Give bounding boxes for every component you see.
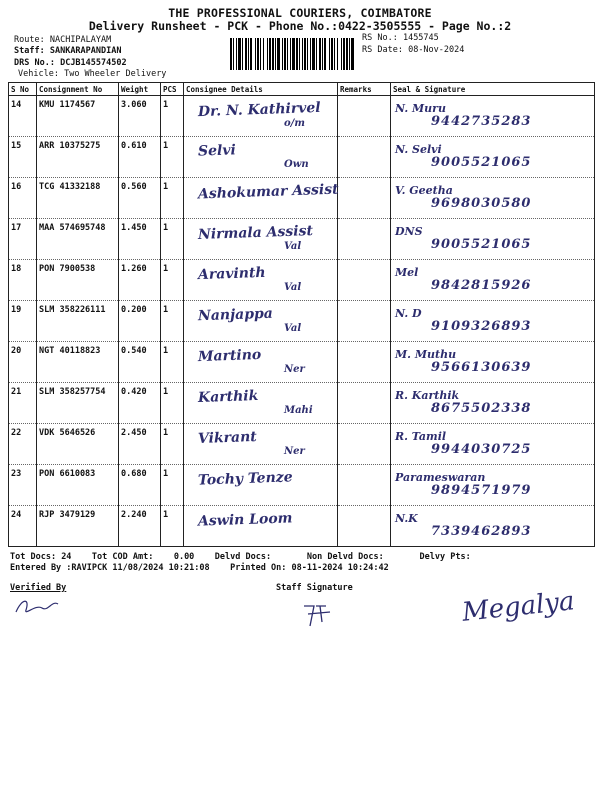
barcode-bar [242, 38, 243, 70]
col-header-weight: Weight [119, 83, 161, 96]
cell-consignment: SLM 358226111 [37, 301, 119, 342]
tot-docs-value: 24 [61, 552, 72, 562]
cell-seal-signature [391, 219, 595, 260]
receiver-signature: R. Tamil [395, 430, 447, 443]
cell-consignee [184, 424, 338, 465]
cell-seal-signature [391, 137, 595, 178]
consignee-name: Nanjappa [197, 305, 274, 325]
table-header-row [9, 83, 595, 96]
table-row [9, 137, 595, 178]
rs-no-line: RS No.: 1455745 [362, 33, 439, 43]
barcode-bar [263, 38, 264, 70]
barcode-bar [292, 38, 295, 70]
cell-weight: 0.540 [119, 342, 161, 383]
cell-consignment: NGT 40118823 [37, 342, 119, 383]
barcode-bar [299, 38, 300, 70]
cell-seal-signature [391, 260, 595, 301]
staff-signature-label: Staff Signature [276, 583, 353, 593]
barcode-bar [319, 38, 321, 70]
cell-consignee [184, 301, 338, 342]
barcode-bar [287, 38, 288, 70]
cell-remarks [338, 219, 391, 260]
cell-consignment: ARR 10375275 [37, 137, 119, 178]
staff-value: SANKARAPANDIAN [49, 46, 122, 56]
cell-seal-signature [391, 506, 595, 547]
cell-consignee [184, 342, 338, 383]
company-title: THE PROFESSIONAL COURIERS, COIMBATORE [168, 6, 432, 20]
barcode-bar [255, 38, 256, 70]
verified-by-label: Verified By [10, 583, 67, 593]
table-row [9, 342, 595, 383]
col-header-seal: Seal & Signature [391, 83, 595, 96]
receiver-phone: 9442735283 [431, 114, 532, 129]
cell-remarks [338, 424, 391, 465]
cell-pcs: 1 [161, 178, 184, 219]
cell-pcs: 1 [161, 137, 184, 178]
cell-seal-signature [391, 424, 595, 465]
receiver-phone: 9894571979 [431, 483, 532, 498]
cell-sno: 24 [9, 506, 37, 547]
cell-seal-signature [391, 178, 595, 219]
right-signature: Megalya [460, 586, 576, 628]
cell-weight: 0.680 [119, 465, 161, 506]
barcode-bar [346, 38, 348, 70]
table-row [9, 465, 595, 506]
cell-weight: 0.560 [119, 178, 161, 219]
cell-consignment: PON 7900538 [37, 260, 119, 301]
barcode-bar [248, 38, 249, 70]
cell-weight: 0.200 [119, 301, 161, 342]
barcode-bar [349, 38, 350, 70]
cell-consignee [184, 260, 338, 301]
table-row [9, 96, 595, 137]
barcode-bar [233, 38, 234, 70]
cell-sno: 19 [9, 301, 37, 342]
receiver-signature: V. Geetha [395, 184, 453, 197]
cell-sno: 18 [9, 260, 37, 301]
barcode-bar [312, 38, 315, 70]
col-header-remarks: Remarks [338, 83, 391, 96]
table-row [9, 506, 595, 547]
cell-consignment: SLM 358257754 [37, 383, 119, 424]
footer-entered [10, 563, 389, 573]
cell-weight: 1.260 [119, 260, 161, 301]
cell-pcs: 1 [161, 96, 184, 137]
barcode-bar [272, 38, 274, 70]
consignee-name: Tochy Tenze [197, 469, 293, 489]
barcode-bar [250, 38, 252, 70]
barcode-bar [322, 38, 323, 70]
verified-signature-mark [12, 590, 72, 620]
cell-sno: 16 [9, 178, 37, 219]
cell-weight: 0.420 [119, 383, 161, 424]
receiver-phone: 9944030725 [431, 442, 532, 457]
barcode-bar [316, 38, 317, 70]
cell-remarks [338, 96, 391, 137]
receiver-phone: 7339462893 [431, 524, 532, 539]
barcode-bar [296, 38, 298, 70]
cell-consignee [184, 506, 338, 547]
cell-pcs: 1 [161, 383, 184, 424]
receiver-signature: M. Muthu [395, 348, 457, 361]
cell-consignee [184, 96, 338, 137]
barcode-bar [304, 38, 306, 70]
vehicle-value: Two Wheeler Delivery [64, 69, 167, 79]
receiver-phone: 9005521065 [431, 155, 532, 170]
cell-pcs: 1 [161, 260, 184, 301]
consignee-relation: Own [284, 159, 309, 170]
cell-seal-signature [391, 342, 595, 383]
cell-consignment: RJP 3479129 [37, 506, 119, 547]
consignee-name: Aravinth [197, 264, 266, 284]
route-value: NACHIPALAYAM [49, 35, 112, 45]
barcode-bar [324, 38, 326, 70]
barcode-bar [343, 38, 345, 70]
receiver-signature: R. Karthik [395, 389, 460, 402]
cell-sno: 20 [9, 342, 37, 383]
cell-remarks [338, 137, 391, 178]
cell-pcs: 1 [161, 219, 184, 260]
cell-consignee [184, 178, 338, 219]
runsheet-subtitle: Delivery Runsheet - PCK - Phone No.:0422-3505555 - Page No.:2 [88, 19, 512, 33]
col-header-consignee: Consignee Details [184, 83, 338, 96]
barcode-bar [245, 38, 247, 70]
receiver-signature: Parameswaran [395, 471, 486, 484]
consignee-name: Ashokumar Assist [197, 181, 339, 203]
col-header-consignment: Consignment No [37, 83, 119, 96]
cell-seal-signature [391, 465, 595, 506]
cell-remarks [338, 342, 391, 383]
rs-no-value: 1455745 [402, 33, 439, 43]
col-header-sno: S No [9, 83, 37, 96]
consignee-relation: Val [284, 323, 302, 334]
table-row [9, 260, 595, 301]
cell-sno: 17 [9, 219, 37, 260]
cell-remarks [338, 301, 391, 342]
consignee-relation: Ner [284, 446, 305, 457]
footer-totals: Tot Docs: 24 Tot COD Amt: 0.00 Delvd Docs: Non Delvd Docs: Delvy Pts: [10, 552, 471, 562]
cell-sno: 14 [9, 96, 37, 137]
barcode-bar [236, 38, 237, 70]
cell-pcs: 1 [161, 424, 184, 465]
vehicle-line: Vehicle: Two Wheeler Delivery [18, 69, 167, 79]
consignee-name: Nirmala Assist [197, 222, 314, 244]
barcode-bar [307, 38, 308, 70]
rs-date-line: RS Date: 08-Nov-2024 [362, 45, 465, 55]
consignee-relation: Ner [284, 364, 305, 375]
cell-weight: 2.240 [119, 506, 161, 547]
cell-pcs: 1 [161, 301, 184, 342]
cell-seal-signature [391, 301, 595, 342]
cell-weight: 1.450 [119, 219, 161, 260]
consignee-name: Karthik [197, 387, 259, 407]
receiver-phone: 9109326893 [431, 319, 532, 334]
cell-consignee [184, 465, 338, 506]
table-row [9, 301, 595, 342]
barcode-bar [351, 38, 354, 70]
barcode-bar [267, 38, 268, 70]
cell-consignee [184, 137, 338, 178]
cell-weight: 2.450 [119, 424, 161, 465]
barcode-image [230, 38, 355, 70]
cell-consignment: PON 6610083 [37, 465, 119, 506]
barcode-bar [302, 38, 303, 70]
runsheet-table [8, 82, 595, 547]
barcode-bar [275, 38, 276, 70]
barcode-bar [238, 38, 241, 70]
staff-signature-mark [300, 600, 340, 630]
barcode-bar [290, 38, 291, 70]
consignee-name: Selvi [197, 142, 237, 160]
barcode-bar [230, 38, 232, 70]
barcode-bar [341, 38, 342, 70]
cell-remarks [338, 383, 391, 424]
cell-pcs: 1 [161, 342, 184, 383]
cell-sno: 21 [9, 383, 37, 424]
barcode-bar [269, 38, 271, 70]
table-row [9, 219, 595, 260]
consignee-name: Aswin Loom [197, 510, 293, 530]
cell-remarks [338, 506, 391, 547]
route-line: Route: NACHIPALAYAM [14, 35, 112, 45]
cell-sno: 15 [9, 137, 37, 178]
consignee-relation: Val [284, 282, 302, 293]
consignee-name: Martino [197, 346, 262, 366]
cell-sno: 23 [9, 465, 37, 506]
receiver-signature: DNS [395, 225, 423, 238]
receiver-phone: 9005521065 [431, 237, 532, 252]
cell-weight: 0.610 [119, 137, 161, 178]
consignee-relation: o/m [284, 118, 305, 129]
receiver-signature: N. D [395, 307, 422, 320]
consignee-relation: Mahi [284, 405, 313, 416]
barcode-bar [334, 38, 335, 70]
staff-line: Staff: SANKARAPANDIAN [14, 46, 122, 56]
barcode-bar [310, 38, 311, 70]
cell-pcs: 1 [161, 465, 184, 506]
receiver-phone: 9842815926 [431, 278, 532, 293]
receiver-phone: 8675502338 [431, 401, 532, 416]
cell-sno: 22 [9, 424, 37, 465]
barcode-bar [331, 38, 333, 70]
cell-pcs: 1 [161, 506, 184, 547]
receiver-signature: N.K [395, 512, 418, 525]
table-row [9, 178, 595, 219]
cell-remarks [338, 178, 391, 219]
receiver-phone: 9698030580 [431, 196, 532, 211]
cod-value: 0.00 [173, 552, 195, 562]
barcode-bar [260, 38, 261, 70]
barcode-bar [282, 38, 283, 70]
cell-consignment: MAA 574695748 [37, 219, 119, 260]
rs-date-value: 08-Nov-2024 [408, 45, 465, 55]
drs-value: DCJB145574502 [60, 58, 127, 68]
cell-weight: 3.060 [119, 96, 161, 137]
printed-on: Printed On: 08-11-2024 10:24:42 [230, 563, 389, 573]
cell-consignment: VDK 5646526 [37, 424, 119, 465]
barcode-bar [337, 38, 338, 70]
cell-remarks [338, 260, 391, 301]
barcode-bar [277, 38, 280, 70]
cell-seal-signature [391, 96, 595, 137]
barcode-bar [329, 38, 330, 70]
col-header-pcs: PCS [161, 83, 184, 96]
receiver-signature: Mel [395, 266, 419, 279]
entered-by: Entered By :RAVIPCK 11/08/2024 10:21:08 [10, 563, 210, 573]
consignee-name: Vikrant [197, 428, 257, 448]
barcode-bar [257, 38, 259, 70]
cell-seal-signature [391, 383, 595, 424]
receiver-signature: N. Selvi [395, 143, 442, 156]
cell-consignment: KMU 1174567 [37, 96, 119, 137]
table-row [9, 383, 595, 424]
receiver-phone: 9566130639 [431, 360, 532, 375]
consignee-relation: Val [284, 241, 302, 252]
table-row [9, 424, 595, 465]
cell-consignee [184, 383, 338, 424]
consignee-name: Dr. N. Kathirvel [197, 99, 321, 121]
receiver-signature: N. Muru [395, 102, 446, 115]
cell-consignee [184, 219, 338, 260]
cell-remarks [338, 465, 391, 506]
cell-consignment: TCG 41332188 [37, 178, 119, 219]
drs-line: DRS No.: DCJB145574502 [14, 58, 127, 68]
barcode-bar [284, 38, 286, 70]
